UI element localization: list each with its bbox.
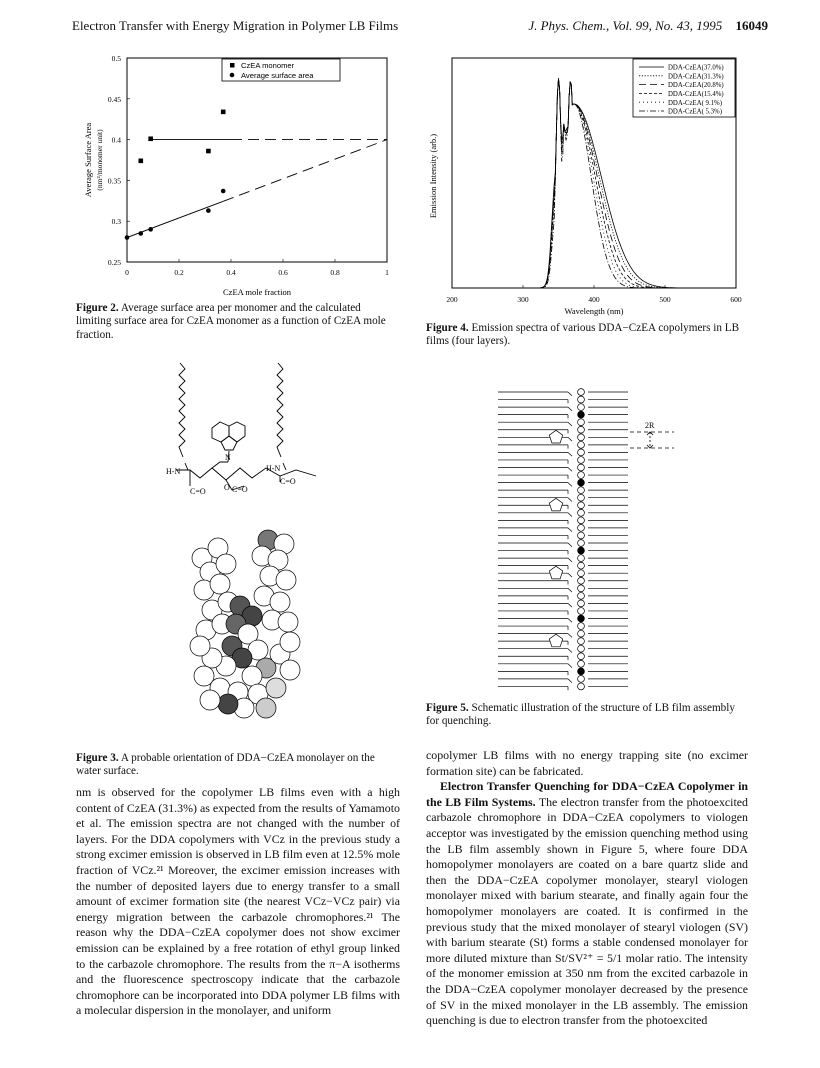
x-tick-label: 0.8 — [330, 268, 340, 277]
headgroup-link — [568, 513, 572, 517]
right-paragraph-2 — [426, 779, 748, 1029]
headgroup-circle — [578, 404, 585, 411]
average-area-point — [125, 235, 130, 240]
headgroup-link — [568, 679, 572, 683]
distance-label-2r: 2R — [645, 421, 655, 430]
czea-monomer-point — [221, 110, 226, 115]
headgroup-link — [568, 543, 572, 547]
section-heading: Electron Transfer Quenching for DDA−CzEA Copolymer in the LB Film Systems. — [426, 779, 748, 809]
legend-label: DDA-CzEA(15.4%) — [668, 91, 724, 98]
headgroup-circle — [578, 426, 585, 433]
czea-monomer-point — [138, 159, 143, 164]
atom-sphere — [278, 612, 298, 632]
page-number: 16049 — [735, 18, 768, 33]
headgroup-link — [568, 468, 572, 472]
nitrogen-label: N — [225, 453, 231, 462]
headgroup-link — [568, 422, 572, 426]
headgroup-circle — [578, 592, 585, 599]
headgroup-circle — [578, 441, 585, 448]
headgroup-link — [568, 558, 572, 562]
headgroup-circle — [578, 630, 585, 637]
headgroup-circle — [578, 562, 585, 569]
headgroup-circle — [578, 434, 585, 441]
amine-label-left: H-N — [166, 467, 181, 476]
figure-2-label: Figure 2. — [76, 302, 119, 314]
legend-square-marker — [230, 63, 235, 68]
right-paragraph-1: copolymer LB films with no energy trapping site (no excimer formation site) can be fabricated. — [426, 748, 748, 778]
average-area-point — [148, 227, 153, 232]
atom-sphere — [242, 666, 262, 686]
y-tick-label: 0.35 — [107, 176, 121, 186]
data-points — [125, 110, 226, 240]
headgroup-circle — [578, 653, 585, 660]
y-axis-label: Average Surface Area — [83, 122, 93, 198]
right-column-text — [426, 748, 748, 1029]
headgroup-circle — [578, 645, 585, 652]
carbonyl-label-2: C=O — [232, 485, 248, 494]
headgroup-circle — [578, 532, 585, 539]
x-tick-label: 0.2 — [174, 268, 184, 277]
figure-2-text: Average surface area per monomer and the calculated limiting surface area for CzEA monomer as a function of CzEA mole fraction. — [76, 302, 386, 341]
atom-sphere — [210, 574, 230, 594]
atom-sphere — [190, 636, 210, 656]
headgroup-link — [568, 452, 572, 456]
average-area-point — [221, 189, 226, 194]
figure-4-chart — [418, 52, 758, 322]
journal-name: J. Phys. Chem., Vol. 99, No. 43, 1995 — [528, 18, 723, 33]
viologen-site — [578, 411, 585, 418]
headgroup-circle — [578, 457, 585, 464]
headgroup-circle — [578, 577, 585, 584]
figure-5-label: Figure 5. — [426, 702, 469, 714]
headgroup-link — [568, 619, 572, 623]
headgroup-circle — [578, 623, 585, 630]
atom-sphere — [216, 554, 236, 574]
average-area-point — [138, 231, 143, 236]
figure-4-caption — [426, 322, 748, 349]
carbazole-pentagon — [549, 566, 562, 579]
x-tick-label: 0 — [125, 268, 129, 277]
headgroup-link — [568, 528, 572, 532]
headgroup-circle — [578, 389, 585, 396]
x-tick-label: 600 — [730, 295, 742, 304]
x-tick-label: 0.4 — [226, 268, 236, 277]
legend-label: DDA-CzEA(37.0%) — [668, 64, 724, 72]
headgroup-circle — [578, 396, 585, 403]
headgroup-link — [568, 498, 572, 502]
legend-label-czea-monomer: CzEA monomer — [241, 61, 295, 70]
legend-label-average-area: Average surface area — [241, 71, 314, 80]
atom-sphere — [270, 592, 290, 612]
atom-sphere — [266, 678, 286, 698]
headgroup-circle — [578, 472, 585, 479]
distance-marker — [630, 432, 674, 448]
figure-5-schematic — [498, 388, 698, 700]
atom-sphere — [200, 690, 220, 710]
headgroup-circle — [578, 676, 585, 683]
figure-4-label: Figure 4. — [426, 322, 469, 334]
headgroup-circle — [578, 509, 585, 516]
headgroup-circle — [578, 608, 585, 615]
y-tick-label: 0.4 — [111, 135, 121, 145]
y-tick-label: 0.45 — [107, 94, 121, 104]
viologen-site — [578, 547, 585, 554]
headgroup-circle — [578, 502, 585, 509]
legend-circle-marker — [230, 73, 235, 78]
viologen-site — [578, 615, 585, 622]
headgroup-circle — [578, 585, 585, 592]
legend-label: DDA-CzEA( 5.3%) — [668, 108, 722, 116]
carbazole-pentagon — [549, 498, 562, 511]
x-tick-label: 300 — [517, 295, 529, 304]
figure-2-caption — [76, 302, 396, 342]
legend — [222, 59, 340, 81]
x-tick-label: 400 — [588, 295, 600, 304]
headgroup-circle — [578, 487, 585, 494]
x-tick-label: 500 — [659, 295, 671, 304]
carbazole-pentagon — [549, 430, 562, 443]
structure-labels — [166, 453, 296, 496]
left-column-text: nm is observed for the copolymer LB films even with a high content of CzEA (31.3%) as expected from the results of Yamamoto et al. The emission spectra are not changed with the number of layers. For the DDA copolymers with VCz in the previous study a strong excimer emission is observed in LB film even at 12.5% mole fraction of VCz.²¹ Moreover, the excimer emission increases with the number of deposited layers due to energy transfer to a small amount of excimer formation site (the nearest VCz−VCz pair) via energy migration between the carbazole chromophores.²¹ The reason why the DDA−CzEA copolymer does not show excimer emission can be explained by a free rotation of ethyl group linked to the carbazole chromophore. The results from the π−A isotherms and the fluorescence spectroscopy indicate that the carbazole chromophore can be incorporated into DDA polymer LB films with a molecular dispersion in the monolayer, and uniform — [76, 785, 400, 1018]
headgroup-circle — [578, 638, 585, 645]
y-tick-label: 0.5 — [111, 54, 121, 63]
x-tick-label: 0.6 — [278, 268, 288, 277]
y-axis-unit: (nm²/monomer unit) — [95, 129, 104, 191]
fit-lines — [127, 140, 387, 238]
headgroup-link — [568, 407, 572, 411]
figure-4-text: Emission spectra of various DDA−CzEA copolymers in LB films (four layers). — [426, 322, 740, 348]
figure-5-text: Schematic illustration of the structure of LB film assembly for quenching. — [426, 702, 735, 728]
atom-sphere — [276, 570, 296, 590]
viologen-site — [578, 479, 585, 486]
headgroup-link — [568, 603, 572, 607]
headgroup-link — [568, 392, 572, 396]
headgroup-circle — [578, 660, 585, 667]
legend-label: DDA-CzEA(31.3%) — [668, 73, 724, 81]
headgroup-link — [568, 437, 572, 441]
running-header: Electron Transfer with Energy Migration in Polymer LB Films — [72, 18, 399, 33]
plot-frame — [127, 58, 387, 262]
headgroup-circle — [578, 449, 585, 456]
atom-sphere — [280, 632, 300, 652]
figure-5-caption — [426, 702, 748, 729]
headgroup-circle — [578, 600, 585, 607]
space-filling-model — [190, 530, 300, 718]
section-body: The electron transfer from the photoexcited carbazole chromophore in DDA−CzEA copolymers to viologen acceptor was investigated by the emission quenching method using the LB film assembly shown in Figure 5, where foure DDA homopolymer monolayers are coated on a bare quartz slide and then the DDA−CzEA copolymer monolayer, stearyl viologen monolayer mixed with barium stearate, and finally again four the homopolymer monolayers are coated. It is confirmed in the previous study that the mixed monolayer of stearyl viologen (SV) with barium stearate (St) forms a stable condensed monolayer for more diluted mixture than St/SV²⁺ = 5/1 molar ratio. The intensity of the monomer emission at 350 nm from the excited carbazole in the DDA−CzEA copolymer monolayer decreased by the presence of SV in the mixed monolayer in the LB assembly. The emission quenching is due to electron transfer from the photoexcited — [426, 794, 749, 1028]
x-axis-label: CzEA mole fraction — [223, 287, 291, 297]
x-tick-label: 200 — [446, 295, 458, 304]
x-axis-label: Wavelength (nm) — [564, 306, 624, 316]
alkyl-chains — [179, 363, 286, 470]
lb-film-layers — [498, 389, 628, 691]
figure-3-label: Figure 3. — [76, 752, 119, 764]
carbazole-pentagon — [549, 634, 562, 647]
headgroup-link — [568, 634, 572, 638]
viologen-site — [578, 668, 585, 675]
atom-sphere — [280, 660, 300, 680]
headgroup-link — [568, 649, 572, 653]
oxygen-label: O — [224, 483, 230, 492]
average-area-point — [206, 208, 211, 213]
headgroup-circle — [578, 419, 585, 426]
y-tick-label: 0.3 — [111, 217, 121, 227]
figure-3-caption — [76, 752, 396, 779]
czea-monomer-point — [148, 136, 153, 141]
atom-sphere — [256, 698, 276, 718]
journal-citation — [528, 18, 768, 34]
legend-label: DDA-CzEA(20.8%) — [668, 82, 724, 90]
headgroup-circle — [578, 494, 585, 501]
headgroup-circle — [578, 555, 585, 562]
carbonyl-label-1: C=O — [190, 487, 206, 496]
headgroup-circle — [578, 540, 585, 547]
y-tick-label: 0.25 — [107, 258, 121, 267]
headgroup-circle — [578, 570, 585, 577]
amine-label-right: H-N — [266, 464, 281, 473]
carbonyl-label-3: C=O — [280, 477, 296, 486]
x-tick-label: 1 — [385, 268, 389, 277]
headgroup-link — [568, 573, 572, 577]
legend-label: DDA-CzEA( 9.1%) — [668, 99, 722, 107]
headgroup-circle — [578, 525, 585, 532]
czea-monomer-point — [206, 149, 211, 154]
headgroup-link — [568, 664, 572, 668]
figure-3-text: A probable orientation of DDA−CzEA monolayer on the water surface. — [76, 752, 375, 778]
headgroup-circle — [578, 464, 585, 471]
figure-2-chart — [75, 48, 405, 306]
headgroup-circle — [578, 517, 585, 524]
legend — [633, 59, 735, 117]
fit-line-dashed — [223, 140, 387, 202]
figure-3-illustration — [140, 358, 340, 748]
headgroup-circle — [578, 683, 585, 690]
y-axis-label: Emission Intensity (arb.) — [428, 133, 438, 219]
headgroup-link — [568, 588, 572, 592]
headgroup-link — [568, 483, 572, 487]
atom-sphere — [218, 694, 238, 714]
